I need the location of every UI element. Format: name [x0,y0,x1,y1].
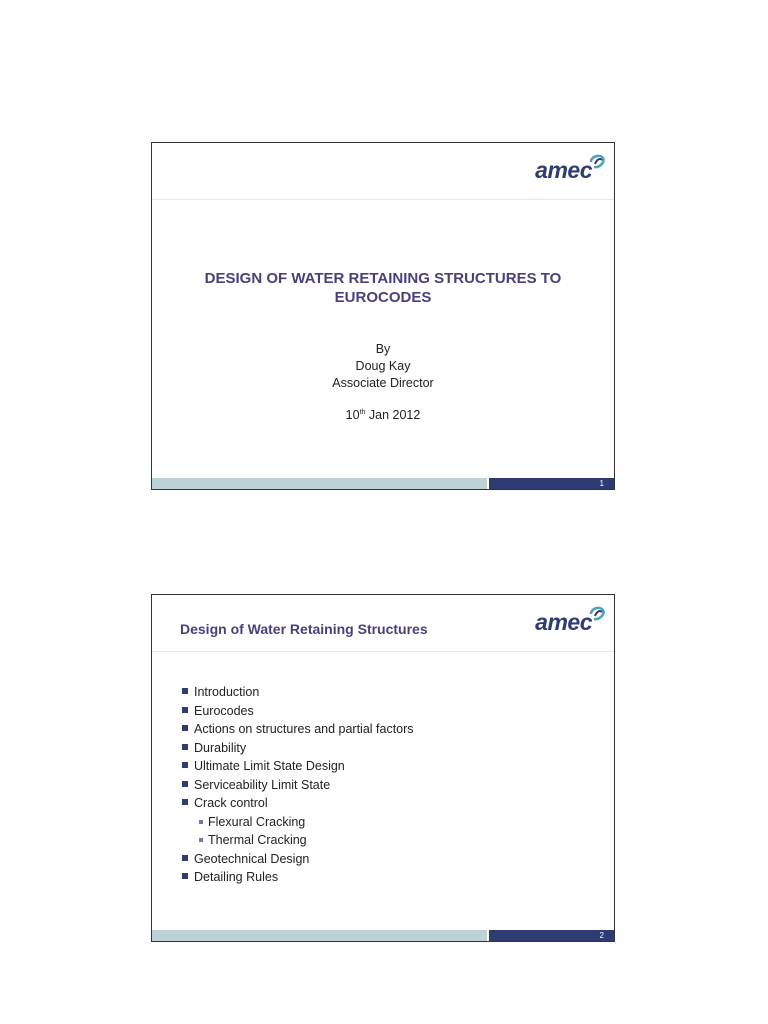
list-item: Durability [182,739,414,758]
footer-bar-dark [489,930,614,941]
sub-list-item: Flexural Cracking [182,813,414,832]
slide-footer [152,478,614,489]
list-item: Crack control [182,794,414,813]
author-name: Doug Kay [355,359,411,373]
agenda-list [182,683,414,887]
page-number: 1 [599,479,604,488]
slide-title: Design of Water Retaining Structures [180,621,428,637]
list-item: Eurocodes [182,702,414,721]
date-rest: Jan 2012 [365,408,421,422]
list-item: Actions on structures and partial factors [182,720,414,739]
by-label: By [375,342,391,356]
header-rule [152,199,614,200]
slide-2 [151,594,615,942]
list-item: Detailing Rules [182,868,414,887]
footer-bar-light [152,478,487,489]
list-item: Geotechnical Design [182,850,414,869]
date-suffix: th [359,408,366,416]
amec-logo [535,609,592,641]
byline [152,341,614,392]
author-role: Associate Director [332,376,434,390]
title-line-2: EUROCODES [334,289,432,306]
list-item: Ultimate Limit State Design [182,757,414,776]
logo-swoosh-icon [588,605,606,623]
presentation-date [152,408,614,422]
logo-text: amec [535,157,592,183]
list-item: Introduction [182,683,414,702]
page-number: 2 [599,931,604,940]
date-day: 10 [345,408,360,422]
sub-list-item: Thermal Cracking [182,831,414,850]
header-rule [152,651,614,652]
footer-bar-dark [489,478,614,489]
slide-footer [152,930,614,941]
slide-1 [151,142,615,490]
amec-logo [535,157,592,189]
logo-swoosh-icon [588,153,606,171]
logo-text: amec [535,609,592,635]
presentation-title [152,269,614,307]
title-line-1: DESIGN OF WATER RETAINING STRUCTURES TO [204,270,562,287]
footer-bar-light [152,930,487,941]
list-item: Serviceability Limit State [182,776,414,795]
